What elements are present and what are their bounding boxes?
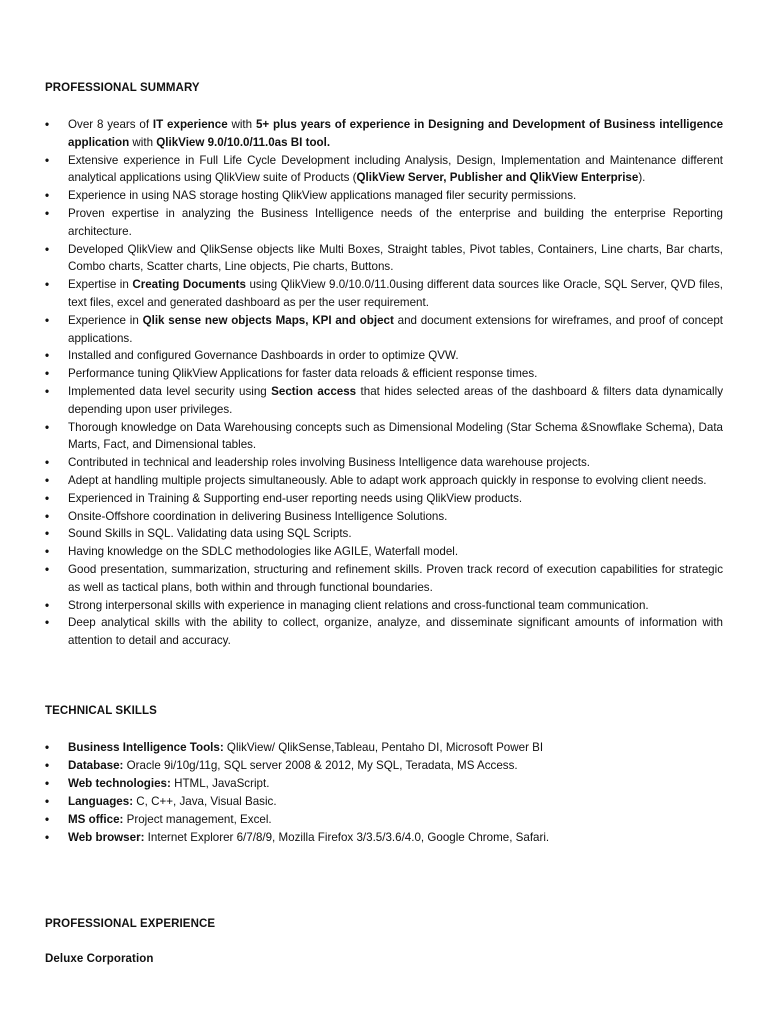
bullet-icon: • [45,420,50,434]
bullet-text: Experience in using NAS storage hosting QlikView applications managed filer security permissions. [68,189,577,203]
bullet-text: Proven expertise in analyzing the Business Intelligence needs of the enterprise and building the enterprise Reporting architecture. [68,206,723,238]
company-name: Deluxe Corporation [45,953,154,965]
bullet-text: Good presentation, summarization, structuring and refinement skills. Proven track record of execution capabilities for strategic as well as tactical plans, both within and through functional boundaries. [68,562,723,594]
list-item [45,614,723,650]
bullet-text: Contributed in technical and leadership roles involving Business Intelligence data warehouse projects. [68,456,591,470]
professional-experience-heading: PROFESSIONAL EXPERIENCE [45,918,216,930]
skill-value: Project management, Excel. [123,813,272,826]
list-item [45,454,723,472]
bullet-text: Experience in Qlik sense new objects Maps, KPI and object and document extensions for wireframes, and proof of concept applications. [68,313,723,345]
list-item [45,829,723,847]
list-item [45,775,723,793]
bullet-icon: • [45,473,50,487]
list-item [45,597,723,615]
bullet-text: Extensive experience in Full Life Cycle Development including Analysis, Design, Implementation and Maintenance different analytical applications using QlikView suite of Products (QlikView Server, Publisher and QlikView Enterprise). [68,153,723,185]
bullet-icon: • [45,741,50,754]
bullet-icon: • [45,349,50,363]
list-item [45,561,723,597]
bullet-text: Having knowledge on the SDLC methodologies like AGILE, Waterfall model. [68,545,459,559]
list-item [45,187,723,205]
skills-bullet-list [45,739,723,847]
list-item [45,276,723,312]
bullet-icon: • [45,813,50,826]
list-item [45,543,723,561]
bullet-text: Implemented data level security using Section access that hides selected areas of the dashboard & filters data dynamically depending upon user privileges. [68,384,723,416]
bullet-text: Deep analytical skills with the ability to collect, organize, analyze, and disseminate significant amounts of information with attention to detail and accuracy. [68,616,723,648]
list-item [45,739,723,757]
skill-value: Internet Explorer 6/7/8/9, Mozilla Firefox 3/3.5/3.6/4.0, Google Chrome, Safari. [144,831,550,844]
bullet-icon: • [45,795,50,808]
list-item [45,490,723,508]
bullet-text: Strong interpersonal skills with experience in managing client relations and cross-functional team communication. [68,598,649,612]
bullet-text: Sound Skills in SQL. Validating data using SQL Scripts. [68,527,352,541]
bullet-icon: • [45,242,50,256]
summary-bullet-list [45,116,723,650]
bullet-icon: • [45,616,50,630]
list-item [45,241,723,277]
bullet-icon: • [45,118,50,131]
bullet-text: Expertise in Creating Documents using QlikView 9.0/10.0/11.0using different data sources like Oracle, SQL Server, QVD files, text files, excel and generated dashboard as per the user requirement. [68,278,723,309]
list-item [45,472,723,490]
bullet-icon: • [45,278,50,292]
bullet-text: Thorough knowledge on Data Warehousing concepts such as Dimensional Modeling (Star Schema &Snowflake Schema), Data Marts, Fact, and Dimensional tables. [68,420,723,452]
bullet-text: Performance tuning QlikView Applications for faster data reloads & efficient response times. [68,367,538,381]
list-item [45,508,723,526]
bullet-icon: • [45,509,50,523]
bullet-icon: • [45,491,50,505]
list-item [45,347,723,365]
list-item [45,757,723,775]
bullet-icon: • [45,598,50,612]
list-item [45,383,723,419]
bullet-text: Over 8 years of IT experience with 5+ plus years of experience in Designing and Development of Business intelligence application with QlikView 9.0/10.0/11.0as BI tool. [68,118,724,149]
bullet-icon: • [45,367,50,381]
list-item [45,152,723,188]
professional-summary-heading: PROFESSIONAL SUMMARY [45,82,200,94]
bullet-text: Experienced in Training & Supporting end-user reporting needs using QlikView products. [68,491,523,505]
bullet-icon: • [45,384,50,398]
technical-skills-heading: TECHNICAL SKILLS [45,705,157,717]
skill-label: Web technologies: [68,777,171,790]
bullet-icon: • [45,189,50,203]
list-item [45,811,723,829]
skill-value: QlikView/ QlikSense,Tableau, Pentaho DI, Microsoft Power BI [223,741,544,754]
skill-value: C, C++, Java, Visual Basic. [133,795,277,808]
bullet-text: Developed QlikView and QlikSense objects like Multi Boxes, Straight tables, Pivot tables, Containers, Line charts, Bar charts, Combo charts, Scatter charts, Line objects, Pie charts, Buttons. [68,242,723,274]
list-item [45,116,723,152]
list-item [45,365,723,383]
bullet-text: Adept at handling multiple projects simultaneously. Able to adapt work approach quickly in response to evolving client needs. [68,473,707,487]
list-item [45,525,723,543]
skill-label: Business Intelligence Tools: [68,741,224,754]
skill-label: Web browser: [68,831,145,844]
bullet-icon: • [45,831,50,844]
bullet-icon: • [45,153,50,167]
bullet-icon: • [45,562,50,576]
list-item [45,793,723,811]
bullet-icon: • [45,527,50,541]
skill-label: Database: [68,759,124,772]
bullet-icon: • [45,456,50,470]
skill-label: MS office: [68,813,124,826]
bullet-icon: • [45,313,50,327]
skill-label: Languages: [68,795,134,808]
skill-value: Oracle 9i/10g/11g, SQL server 2008 & 2012, My SQL, Teradata, MS Access. [123,759,518,772]
list-item [45,312,723,348]
bullet-icon: • [45,206,50,220]
skill-value: HTML, JavaScript. [170,777,270,790]
bullet-icon: • [45,545,50,559]
bullet-text: Onsite-Offshore coordination in delivering Business Intelligence Solutions. [68,509,448,523]
bullet-icon: • [45,777,50,790]
list-item [45,205,723,241]
bullet-icon: • [45,759,50,772]
list-item [45,419,723,455]
bullet-text: Installed and configured Governance Dashboards in order to optimize QVW. [68,349,459,363]
